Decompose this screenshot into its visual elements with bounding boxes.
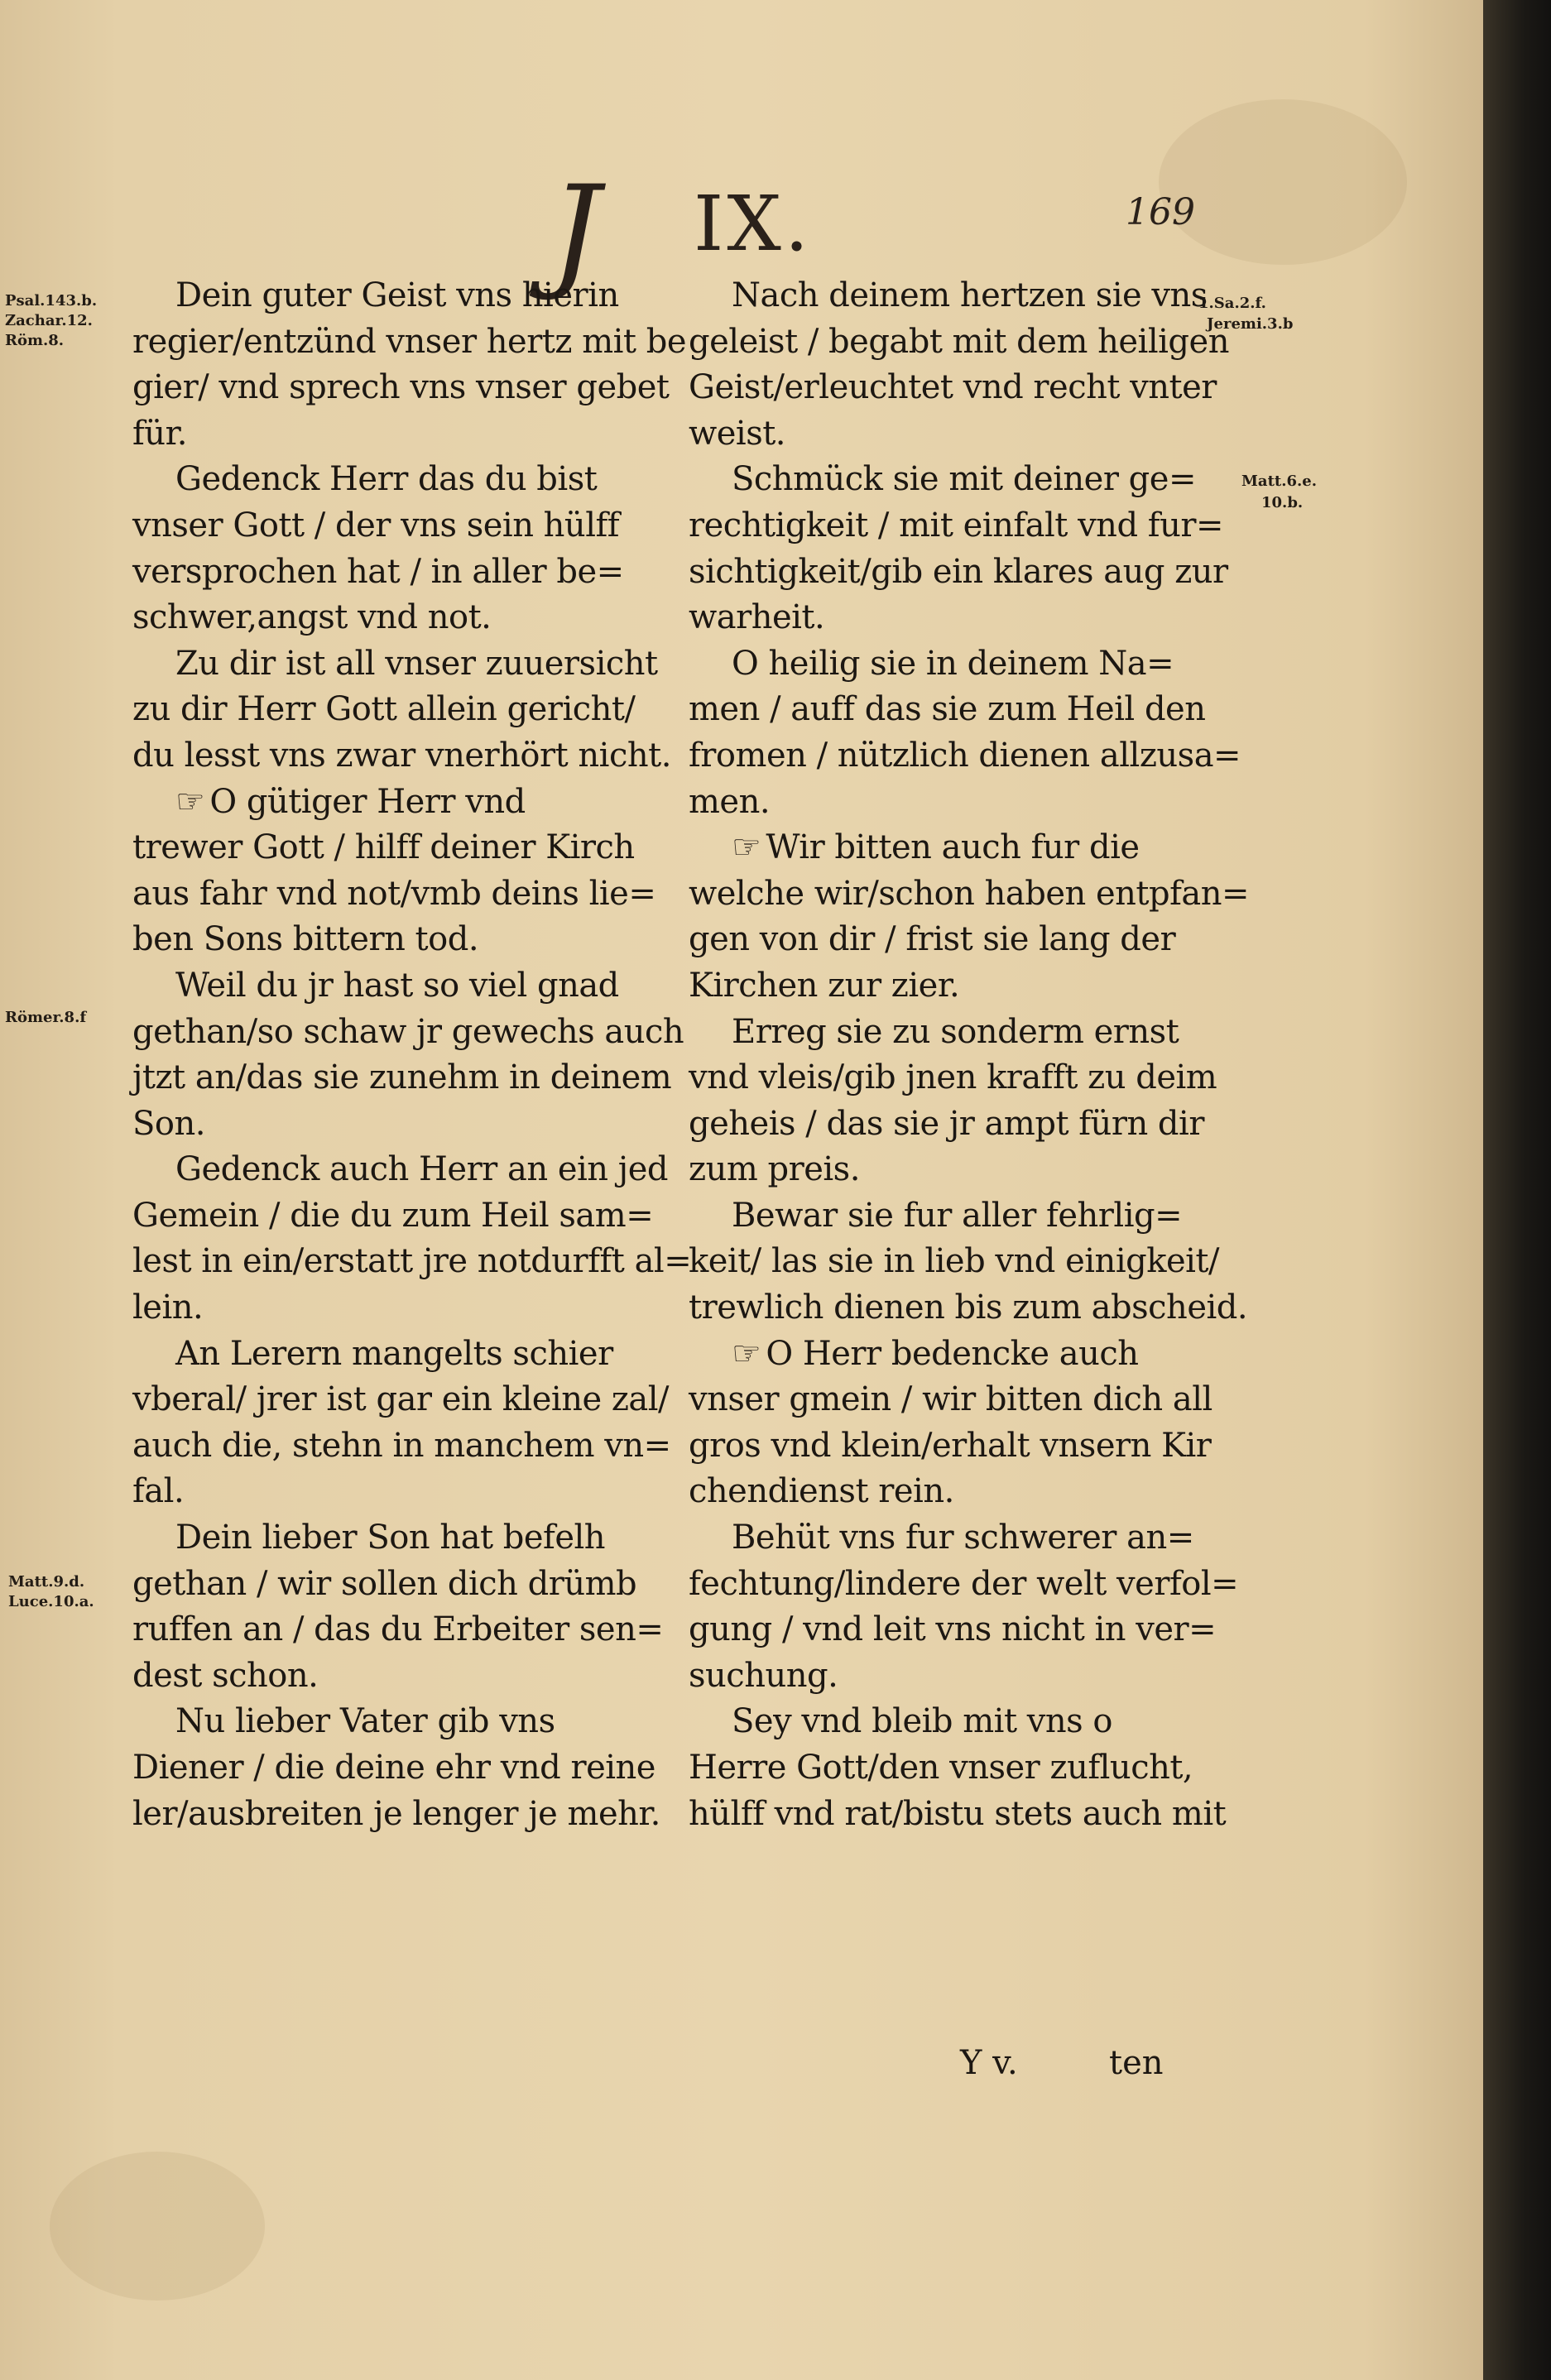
- margin-note: 1.Sa.2.f.: [1198, 295, 1266, 312]
- text-line: suchung.: [689, 1656, 838, 1695]
- catchword: ten: [1109, 2044, 1164, 2082]
- text-line: gethan/so schaw jr gewechs auch: [132, 1012, 684, 1051]
- text-line: rechtigkeit / mit einfalt vnd fur=: [689, 506, 1223, 545]
- text-line: ☞ O Herr bedencke auch: [689, 1332, 1202, 1378]
- text-line: zu dir Herr Gott allein gericht/: [132, 690, 636, 729]
- text-line: ruffen an / das du Erbeiter sen=: [132, 1610, 664, 1649]
- text-line: sichtigkeit/gib ein klares aug zur: [689, 552, 1228, 591]
- text-line: Behüt vns fur schwerer an=: [732, 1519, 1194, 1557]
- text-line: vnser Gott / der vns sein hülff: [132, 506, 620, 545]
- text-line: warheit.: [689, 598, 825, 637]
- text-line: vberal/ jrer ist gar ein kleine zal/: [132, 1380, 670, 1419]
- text-line: hülff vnd rat/bistu stets auch mit: [689, 1794, 1227, 1833]
- text-line: aus fahr vnd not/vmb deins lie=: [132, 874, 656, 913]
- text-line: keit/ las sie in lieb vnd einigkeit/: [689, 1242, 1219, 1281]
- book-gutter-edge: [1483, 0, 1551, 2380]
- signature-mark: Y v.: [960, 2044, 1018, 2082]
- text-line: vnser gmein / wir bitten dich all: [689, 1380, 1212, 1419]
- text-line: du lesst vns zwar vnerhört nicht.: [132, 736, 671, 775]
- text-line: lest in ein/erstatt jre notdurfft al=: [132, 1242, 692, 1281]
- margin-note: 10.b.: [1261, 494, 1304, 511]
- text-line: trewer Gott / hilff deiner Kirch: [132, 828, 635, 867]
- text-line: für.: [132, 414, 188, 453]
- text-line: fechtung/lindere der welt verfol=: [689, 1564, 1239, 1603]
- text-line: geheis / das sie jr ampt fürn dir: [689, 1104, 1204, 1143]
- text-line: Schmück sie mit deiner ge=: [732, 460, 1196, 499]
- text-line: jtzt an/das sie zunehm in deinem: [132, 1058, 672, 1097]
- margin-note: Psal.143.b.: [5, 292, 98, 309]
- text-line: O heilig sie in deinem Na=: [732, 644, 1174, 683]
- text-line: Herre Gott/den vnser zuflucht,: [689, 1749, 1193, 1787]
- text-line: Diener / die deine ehr vnd reine: [132, 1749, 655, 1787]
- margin-note: Zachar.12.: [5, 312, 93, 329]
- text-line: geleist / begabt mit dem heiligen: [689, 322, 1229, 361]
- margin-note: Röm.8.: [5, 332, 65, 349]
- chapter-number: IX.: [694, 180, 813, 268]
- left-text-column: [132, 273, 692, 2176]
- text-line: Nach deinem hertzen sie vns: [732, 276, 1208, 314]
- text-line: Sey vnd bleib mit vns o: [732, 1702, 1112, 1741]
- text-line: vnd vleis/gib jnen krafft zu deim: [689, 1058, 1217, 1097]
- margin-note: Jeremi.3.b: [1207, 315, 1294, 333]
- text-line: Dein guter Geist vns hierin: [175, 276, 619, 314]
- text-line: An Lerern mangelts schier: [175, 1334, 613, 1373]
- text-line: ☞ Wir bitten auch fur die: [689, 825, 1202, 871]
- text-line: gethan / wir sollen dich drümb: [132, 1564, 637, 1603]
- text-line: ☞ O gütiger Herr vnd: [132, 780, 646, 826]
- text-line: zum preis.: [689, 1150, 860, 1189]
- text-line: Dein lieber Son hat befelh: [175, 1519, 606, 1557]
- text-line: Erreg sie zu sonderm ernst: [732, 1012, 1179, 1051]
- text-line: weist.: [689, 414, 786, 453]
- text-line: Nu lieber Vater gib vns: [175, 1702, 555, 1741]
- text-line: Bewar sie fur aller fehrlig=: [732, 1196, 1183, 1235]
- text-line: Gedenck Herr das du bist: [175, 460, 598, 499]
- text-line: Kirchen zur zier.: [689, 966, 960, 1005]
- text-line: fromen / nützlich dienen allzusa=: [689, 736, 1241, 775]
- text-line: Son.: [132, 1104, 205, 1143]
- text-line: ben Sons bittern tod.: [132, 920, 479, 959]
- text-line: versprochen hat / in aller be=: [132, 552, 624, 591]
- margin-note: Matt.9.d.: [8, 1573, 85, 1591]
- folio-number: 169: [1126, 191, 1195, 233]
- header-initial: J: [550, 160, 601, 304]
- text-line: regier/entzünd vnser hertz mit be: [132, 322, 686, 361]
- text-line: chendienst rein.: [689, 1472, 954, 1511]
- text-line: dest schon.: [132, 1656, 319, 1695]
- text-line: gung / vnd leit vns nicht in ver=: [689, 1610, 1217, 1649]
- text-line: gen von dir / frist sie lang der: [689, 920, 1176, 959]
- text-line: Geist/erleuchtet vnd recht vnter: [689, 368, 1217, 407]
- text-line: men / auff das sie zum Heil den: [689, 690, 1206, 729]
- text-line: Gedenck auch Herr an ein jed: [175, 1150, 668, 1189]
- text-line: gier/ vnd sprech vns vnser gebet: [132, 368, 670, 407]
- margin-note: Luce.10.a.: [8, 1593, 94, 1610]
- text-line: gros vnd klein/erhalt vnsern Kir: [689, 1426, 1212, 1465]
- text-line: ler/ausbreiten je lenger je mehr.: [132, 1794, 660, 1833]
- text-line: Gemein / die du zum Heil sam=: [132, 1196, 654, 1235]
- text-line: trewlich dienen bis zum abscheid.: [689, 1288, 1248, 1327]
- text-line: Zu dir ist all vnser zuuersicht: [175, 644, 658, 683]
- text-line: auch die, stehn in manchem vn=: [132, 1426, 671, 1465]
- margin-note: Matt.6.e.: [1241, 473, 1317, 490]
- text-line: men.: [689, 782, 771, 821]
- text-line: welche wir/schon haben entpfan=: [689, 874, 1250, 913]
- margin-note: Römer.8.f: [5, 1009, 87, 1026]
- text-line: Weil du jr hast so viel gnad: [175, 966, 619, 1005]
- text-line: fal.: [132, 1472, 185, 1511]
- text-line: schwer,angst vnd not.: [132, 598, 492, 637]
- text-line: lein.: [132, 1288, 204, 1327]
